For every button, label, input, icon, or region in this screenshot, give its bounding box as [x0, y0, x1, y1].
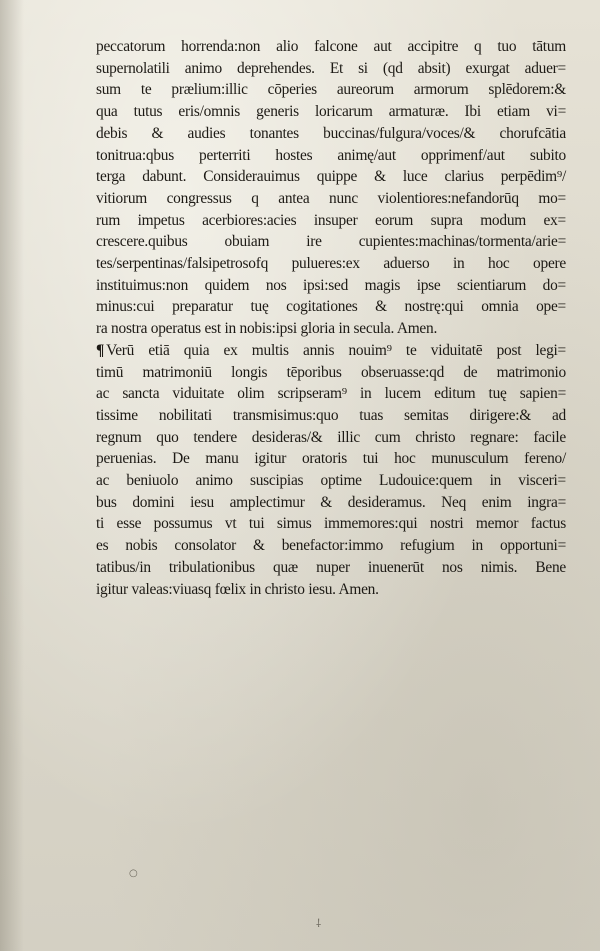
text-line: sum te prælium:illic cōperies aureorum armorum splēdorem:&	[96, 81, 566, 99]
text-line: ac sancta viduitate olim scripseram⁹ in lucem editum tuę sapien=	[96, 385, 566, 403]
text-line: rum impetus acerbiores:acies insuper eorum supra modum ex=	[96, 211, 566, 229]
text-line: debis & audies tonantes buccinas/fulgura/voces/& chorufcātia	[96, 124, 566, 142]
ink-spot-icon: ○	[129, 868, 138, 879]
text-line: tatibus/in tribulationibus quæ nuper inuenerūt nos nimis. Bene	[96, 558, 566, 576]
text-block	[96, 36, 566, 600]
text-line: qua tutus eris/omnis generis loricarum armaturæ. Ibi etiam vi=	[96, 103, 566, 121]
text-line: minus:cui preparatur tuę cogitationes & nostrę:qui omnia ope=	[96, 298, 566, 316]
text-line: igitur valeas:viuasq fœlix in christo iesu. Amen.	[96, 580, 379, 598]
text-line: ra nostra operatus est in nobis:ipsi gloria in secula. Amen.	[96, 320, 438, 338]
text-line: tonitrua:qbus perterriti hostes animę/aut opprimenf/aut subito	[96, 146, 566, 164]
text-line: bus domini iesu amplectimur & desideramus. Neq enim ingra=	[96, 493, 566, 511]
text-line: peccatorum horrenda:non alio falcone aut accipitre q tuo tātum	[96, 38, 566, 55]
paragraph-mark-icon: ¶	[96, 341, 105, 359]
paragraph-first-line	[96, 340, 566, 362]
text-line: ti esse possumus vt tui simus immemores:qui nostri memor factus	[96, 515, 566, 533]
page-edge-shadow	[0, 0, 24, 951]
text-line: timū matrimoniū longis tēporibus obseruasse:qd de matrimonio	[96, 363, 566, 381]
text-line: es nobis consolator & benefactor:immo refugium in opportuni=	[96, 537, 566, 555]
text-line: instituimus:non quidem nos ipsi:sed magis ipse scientiarum do=	[96, 276, 566, 294]
text-line: peruenias. De manu igitur oratoris tui hoc munusculum fereno/	[96, 450, 566, 468]
text-line: regnum quo tendere desideras/& illic cum christo regnare: facile	[96, 428, 566, 446]
text-line: ac beniuolo animo suscipias optime Ludouice:quem in visceri=	[96, 472, 566, 490]
text-line: tes/serpentinas/falsipetrosofq pulueres:ex aduerso in hoc opere	[96, 255, 566, 273]
text-line: terga dabunt. Considerauimus quippe & luce clarius perpēdim⁹/	[96, 168, 566, 186]
pin-mark-icon: ⸸	[316, 917, 322, 930]
text-line: vitiorum congressus q antea nunc violentiores:nefandorūq mo=	[96, 189, 566, 207]
text-line: supernolatili animo deprehendes. Et si (qd absit) exurgat aduer=	[96, 59, 566, 77]
text-line: Verū etiā quia ex multis annis nouim⁹ te viduitatē post legi=	[106, 341, 566, 359]
text-line: tissime nobilitati transmisimus:quo tuas semitas dirigere:& ad	[96, 406, 566, 424]
text-line: crescere.quibus obuiam ire cupientes:machinas/tormenta/arie=	[96, 233, 566, 251]
